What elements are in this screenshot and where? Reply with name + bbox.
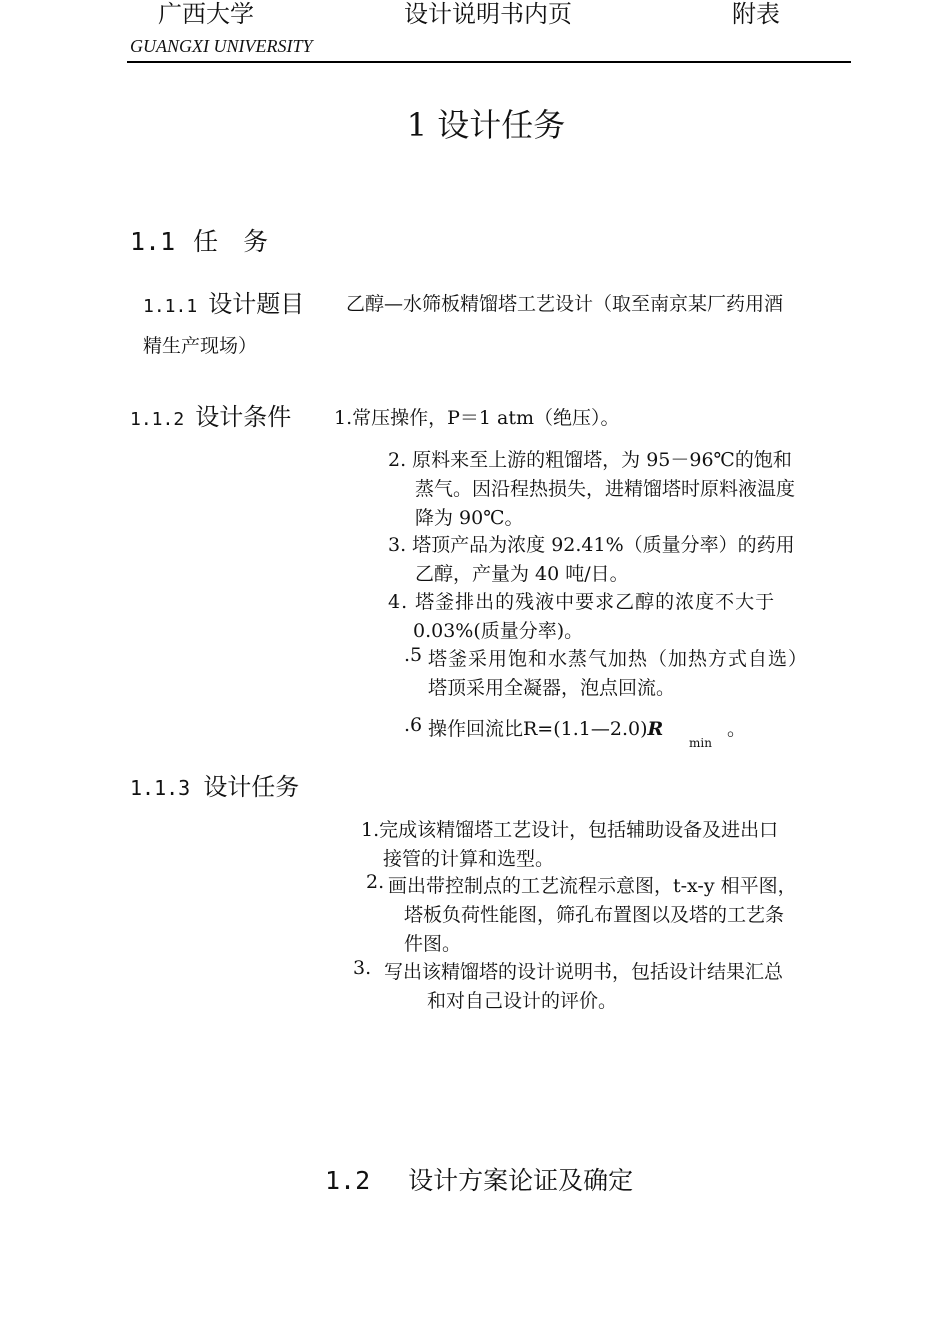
subsection-1-1-2-heading [130, 397, 291, 432]
task-item-2-number: 2. [366, 871, 385, 893]
chapter-title: 1 设计任务 [406, 106, 566, 144]
subsection-label: 设计任务 [203, 773, 300, 801]
condition-item-3-line1: 3. 塔顶产品为浓度 92.41%（质量分率）的药用 [388, 534, 795, 556]
condition-item-5-line2: 塔顶采用全凝器，泡点回流。 [428, 677, 676, 699]
task-item-3-line1: 写出该精馏塔的设计说明书，包括设计结果汇总 [384, 961, 784, 983]
reflux-ratio-text: 操作回流比R=(1.1—2.0) [428, 718, 648, 740]
task-item-2-line1: 画出带控制点的工艺流程示意图，t-x-y 相平图， [388, 875, 797, 897]
condition-item-2-line2: 蒸气。因沿程热损失，进精馏塔时原料液温度 [415, 478, 796, 500]
section-number: 1.1 [130, 227, 176, 256]
task-item-1-line2: 接管的计算和选型。 [383, 848, 555, 870]
section-1-1-heading [130, 222, 268, 258]
condition-item-6-end: 。 [727, 718, 747, 740]
reflux-ratio-subscript: min [689, 736, 712, 750]
condition-item-2-line1: 2. 原料来至上游的粗馏塔，为 95－96℃的饱和 [388, 449, 792, 471]
header-divider [127, 61, 851, 63]
task-item-2-line3: 件图。 [404, 933, 462, 955]
condition-item-5-line1: 塔釜采用饱和水蒸气加热（加热方式自选） [428, 648, 809, 670]
task-item-3-line2: 和对自己设计的评价。 [427, 990, 618, 1012]
condition-item-1: 1.常压操作，P＝1 atm（绝压）。 [334, 407, 620, 429]
section-title: 任 务 [193, 227, 269, 256]
task-item-2-line2: 塔板负荷性能图，筛孔布置图以及塔的工艺条 [404, 904, 785, 926]
subsection-label: 设计条件 [195, 403, 292, 431]
section-1-2-heading [325, 1161, 633, 1197]
condition-item-3-line2: 乙醇，产量为 40 吨/日。 [415, 563, 629, 585]
header-university-en: GUANGXI UNIVERSITY [130, 36, 313, 56]
design-topic-line1: 乙醇—水筛板精馏塔工艺设计（取至南京某厂药用酒 [346, 293, 784, 315]
section-number: 1.2 [325, 1166, 371, 1195]
condition-item-4-line2: 0.03%(质量分率)。 [413, 620, 584, 642]
condition-item-4-line1: 4. 塔釜排出的残液中要求乙醇的浓度不大于 [388, 591, 776, 613]
subsection-1-1-3-heading [130, 767, 299, 802]
subsection-number: 1.1.1 [143, 296, 198, 317]
task-item-1-line1: 1.完成该精馏塔工艺设计，包括辅助设备及进出口 [361, 819, 779, 841]
header-university-cn: 广西大学 [158, 0, 254, 28]
subsection-number: 1.1.2 [130, 409, 185, 430]
subsection-label: 设计题目 [208, 290, 305, 318]
condition-item-5-number: .5 [404, 644, 423, 666]
design-topic-line2: 精生产现场） [143, 335, 258, 357]
subsection-number: 1.1.3 [130, 776, 191, 800]
condition-item-2-line3: 降为 90℃。 [415, 507, 524, 529]
header-appendix: 附表 [732, 0, 780, 28]
section-title: 设计方案论证及确定 [408, 1166, 634, 1195]
reflux-ratio-symbol: R [647, 718, 664, 740]
subsection-1-1-1-heading [143, 284, 304, 319]
condition-item-6-number: .6 [404, 714, 423, 736]
task-item-3-number: 3. [353, 957, 372, 979]
condition-item-6-text [428, 714, 663, 741]
header-doc-title: 设计说明书内页 [404, 0, 572, 28]
